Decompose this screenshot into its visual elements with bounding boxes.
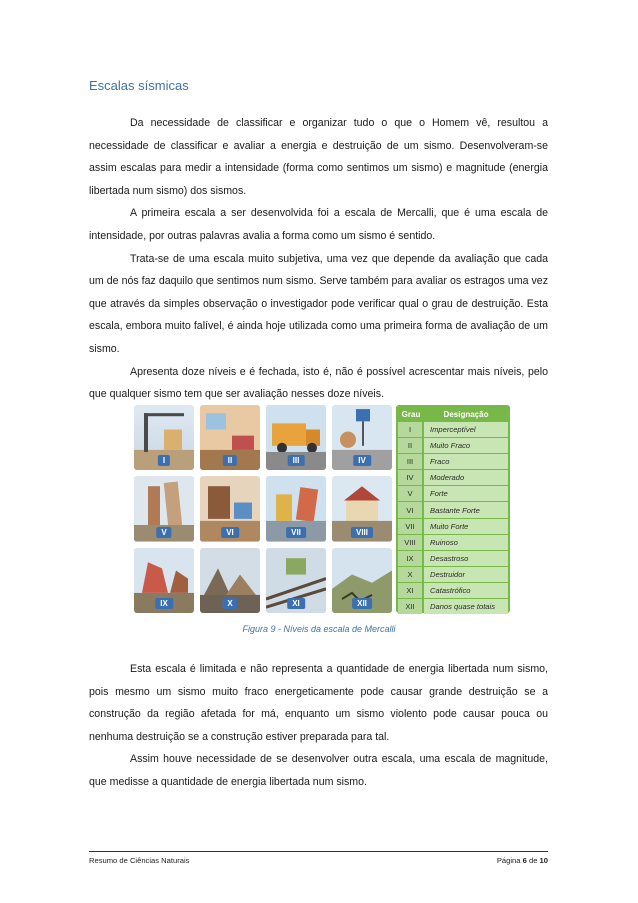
designacao-cell: Muito Fraco bbox=[424, 438, 508, 453]
level-illustration bbox=[134, 548, 194, 613]
table-row bbox=[398, 486, 508, 501]
page-label: Página bbox=[496, 856, 521, 865]
level-illustration bbox=[134, 476, 194, 541]
level-illustration bbox=[332, 548, 392, 613]
tile-label: X bbox=[222, 598, 237, 609]
designacao-cell: Muito Forte bbox=[424, 519, 508, 534]
of-label: de bbox=[528, 856, 538, 865]
designacao-cell: Forte bbox=[424, 486, 508, 501]
level-illustration bbox=[266, 476, 326, 541]
table-row bbox=[398, 438, 508, 453]
tile-label: VI bbox=[221, 527, 239, 538]
paragraph: A primeira escala a ser desenvolvida foi a escala de Mercalli, que é uma escala de intensidade, por outras palavras avalia a forma como um sismo é sentido. bbox=[89, 207, 548, 242]
table-row bbox=[398, 422, 508, 437]
grau-cell: VII bbox=[398, 519, 422, 534]
tile-label: IV bbox=[353, 455, 371, 466]
tile-label: VIII bbox=[351, 527, 373, 538]
grau-cell: I bbox=[398, 422, 422, 437]
grau-cell: V bbox=[398, 486, 422, 501]
footer-divider bbox=[89, 851, 548, 852]
level-illustration bbox=[200, 476, 260, 541]
table-row bbox=[398, 551, 508, 566]
table-row bbox=[398, 583, 508, 598]
designacao-cell: Fraco bbox=[424, 454, 508, 469]
grau-cell: II bbox=[398, 438, 422, 453]
level-illustration bbox=[332, 476, 392, 541]
total-pages: 10 bbox=[539, 856, 548, 865]
tile-label: III bbox=[288, 455, 305, 466]
footer-title: Resumo de Ciências Naturais bbox=[89, 856, 190, 865]
tile-label: V bbox=[156, 527, 171, 538]
table-row bbox=[398, 519, 508, 534]
current-page: 6 bbox=[522, 856, 527, 865]
tile-label: I bbox=[158, 455, 170, 466]
figure-caption: Figura 9 - Níveis da escala de Mercalli bbox=[242, 624, 396, 634]
illustration-grid bbox=[134, 405, 392, 613]
level-illustration bbox=[200, 405, 260, 470]
table-header bbox=[398, 407, 508, 421]
designacao-cell: Danos quase totais bbox=[424, 599, 508, 614]
designacao-cell: Imperceptível bbox=[424, 422, 508, 437]
level-illustration bbox=[332, 405, 392, 470]
level-illustration bbox=[200, 548, 260, 613]
grau-cell: X bbox=[398, 567, 422, 582]
designacao-cell: Catastrófico bbox=[424, 583, 508, 598]
mercalli-figure bbox=[134, 405, 510, 615]
paragraph: Apresenta doze níveis e é fechada, isto é, não é possível acrescentar mais níveis, pelo que qualquer sismo tem que ser avaliação nesses doze níveis. bbox=[89, 365, 548, 401]
header-designacao: Designação bbox=[443, 409, 489, 419]
table-row bbox=[398, 470, 508, 485]
table-row bbox=[398, 567, 508, 582]
grau-cell: VI bbox=[398, 502, 422, 517]
designacao-cell: Moderado bbox=[424, 470, 508, 485]
designacao-cell: Destruidor bbox=[424, 567, 508, 582]
closing-text bbox=[89, 658, 548, 794]
table-row bbox=[398, 535, 508, 550]
table-row bbox=[398, 454, 508, 469]
designacao-cell: Bastante Forte bbox=[424, 502, 508, 517]
tile-label: XII bbox=[352, 598, 372, 609]
paragraph: Esta escala é limitada e não representa a quantidade de energia libertada num sismo, pois mesmo um sismo muito fraco energeticamente pode causar grande destruição se a construção da região afetada for má, enquanto um sismo violento pode causar pouca ou nenhuma destruição se a construção estiver preparada para tal. bbox=[89, 663, 548, 743]
page-number bbox=[497, 856, 548, 865]
tile-label: VII bbox=[286, 527, 306, 538]
table-row bbox=[398, 599, 508, 614]
grau-cell: IX bbox=[398, 551, 422, 566]
level-illustration bbox=[134, 405, 194, 470]
level-illustration bbox=[266, 548, 326, 613]
grau-cell: XII bbox=[398, 599, 422, 614]
grau-cell: III bbox=[398, 454, 422, 469]
designacao-cell: Ruinoso bbox=[424, 535, 508, 550]
table-row bbox=[398, 502, 508, 517]
tile-label: XI bbox=[287, 598, 305, 609]
designacao-cell: Desastroso bbox=[424, 551, 508, 566]
tile-label: IX bbox=[155, 598, 173, 609]
paragraph: Assim houve necessidade de se desenvolver outra escala, uma escala de magnitude, que medisse a quantidade de energia libertada num sismo. bbox=[89, 753, 548, 788]
paragraph: Trata-se de uma escala muito subjetiva, uma vez que depende da avaliação que cada um de nós faz daquilo que sentimos num sismo. Serve também para avaliar os estragos uma vez que através da simples observação o investigador pode verificar qual o grau de destruição. Esta escala, embora muito falível, é ainda hoje utilizada como uma primeira forma de avaliação de um sismo. bbox=[89, 252, 548, 355]
grau-cell: XI bbox=[398, 583, 422, 598]
grau-cell: IV bbox=[398, 470, 422, 485]
header-grau: Grau bbox=[401, 409, 421, 419]
mercalli-table bbox=[396, 405, 510, 613]
grau-cell: VIII bbox=[398, 535, 422, 550]
intro-text bbox=[89, 112, 548, 406]
section-title: Escalas sísmicas bbox=[89, 78, 189, 93]
level-illustration bbox=[266, 405, 326, 470]
tile-label: II bbox=[223, 455, 237, 466]
paragraph: Da necessidade de classificar e organizar tudo o que o Homem vê, resultou a necessidade de classificar e avaliar a energia e destruição de um sismo. Desenvolveram-se assim escalas para medir a intensidade (forma como sentimos um sismo) e magnitude (energia libertada num sismo) dos sismos. bbox=[89, 117, 548, 197]
